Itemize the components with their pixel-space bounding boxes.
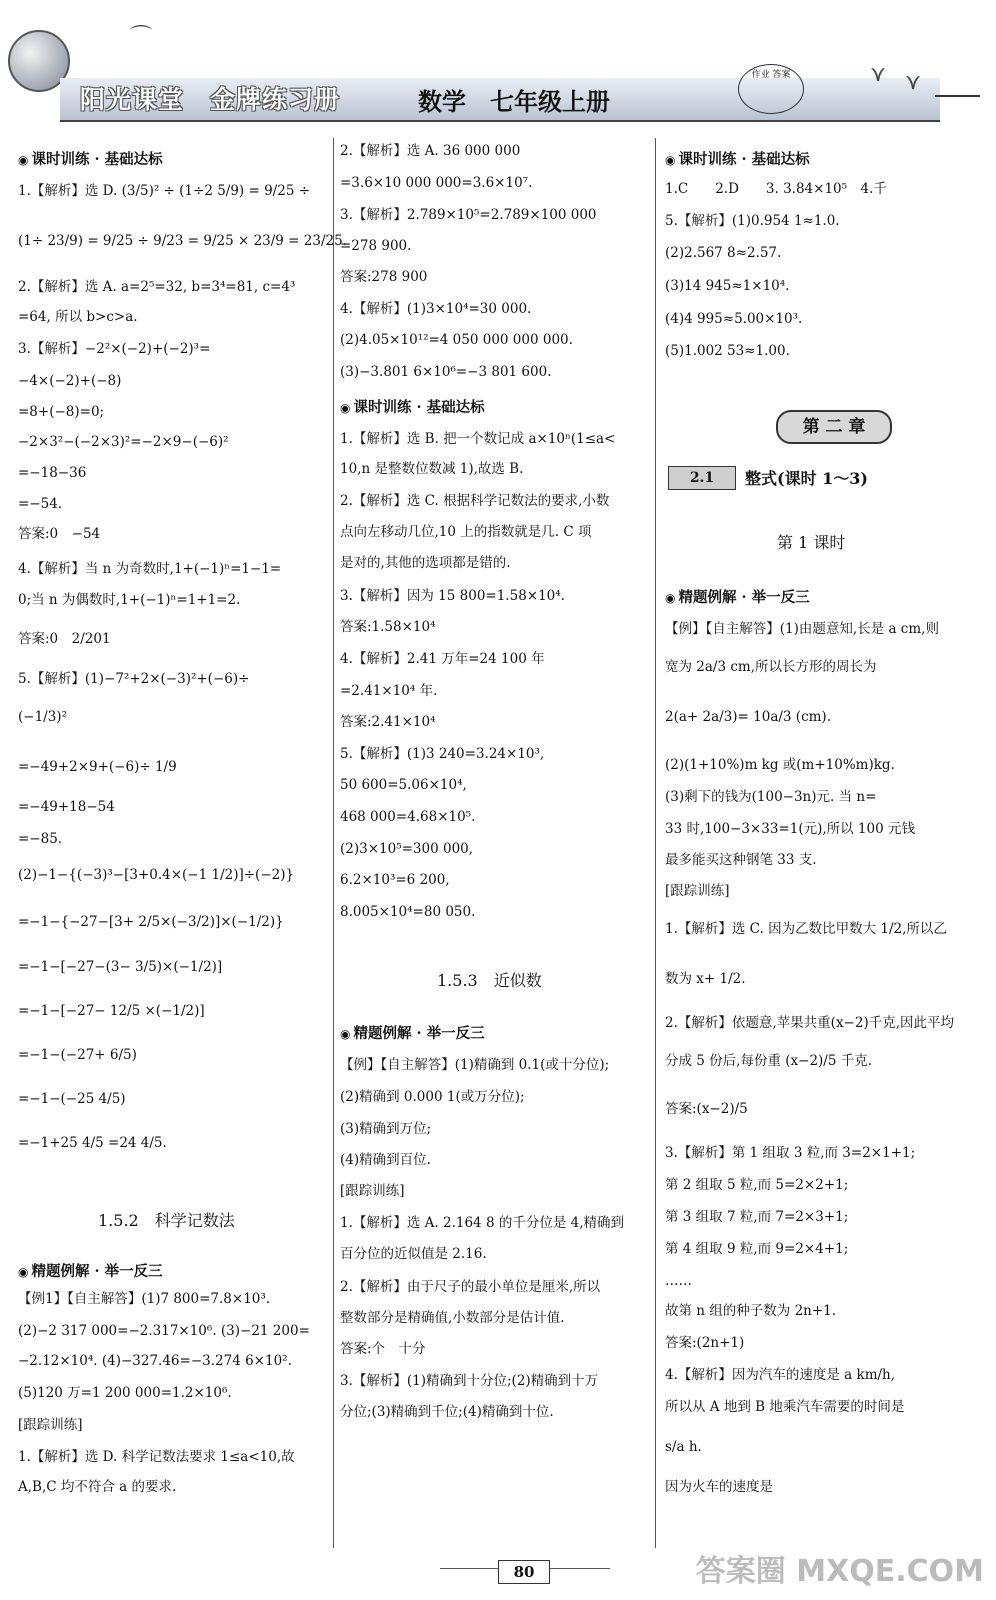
text-line: 4.【解析】(1)3×10⁴=30 000. [340,301,532,317]
chapter-badge: 第 二 章 [776,410,892,444]
text-line: 468 000=4.68×10⁵. [340,809,476,825]
text-line: 分位;(3)精确到千位;(4)精确到十位. [340,1404,554,1420]
text-line: =−49+2×9+(−6)÷ 1/9 [18,759,177,775]
text-line: 点向左移动几位,10 上的指数就是几. C 项 [340,524,592,540]
text-line: (1÷ 23/9) = 9/25 ÷ 9/23 = 9/25 × 23/9 = 23/25. [18,233,347,249]
text-line: (2)2.567 8≈2.57. [665,245,782,261]
subsection-title: 第 1 课时 [777,533,846,552]
bird-icon: ⋎ [905,70,922,95]
text-line: −2.12×10⁴. (4)−327.46=−3.274 6×10². [18,1353,292,1369]
text-line: 3.【解析】因为 15 800=1.58×10⁴. [340,588,565,604]
text-line: 2(a+ 2a/3)= 10a/3 (cm). [665,709,831,725]
text-line: 2.【解析】选 C. 根据科学记数法的要求,小数 [340,493,610,509]
section-heading: ◉ 课时训练 · 基础达标 [340,396,485,417]
text-line: (5)1.002 53≈1.00. [665,343,790,359]
text-line: 3.【解析】2.789×10⁵=2.789×100 000 [340,207,597,223]
text-line: 【例1】【自主解答】(1)7 800=7.8×10³. [18,1291,271,1307]
text-line: 2.【解析】选 A. a=2⁵=32, b=3⁴=81, c=4³ [18,279,296,295]
text-line: 50 600=5.06×10⁴, [340,777,467,793]
text-line: 2.【解析】依题意,苹果共重(x−2)千克,因此平均 [665,1015,955,1031]
text-line: 分成 5 份后,每份重 (x−2)/5 千克. [665,1053,873,1069]
text-line: (−1/3)² [18,709,67,725]
text-line: =−54. [18,496,63,512]
text-line: 8.005×10⁴=80 050. [340,904,476,920]
section-heading: ◉ 精题例解 · 举一反三 [665,586,810,607]
text-line: A,B,C 均不符合 a 的要求. [18,1479,177,1495]
text-line: =−49+18−54 [18,799,115,815]
text-line: 答案:1.58×10⁴ [340,619,436,635]
subsection-title: 1.5.2 科学记数法 [98,1211,235,1230]
text-line: 答案:个 十分 [340,1341,426,1357]
text-line: 1.【解析】选 C. 因为乙数比甲数大 1/2,所以乙 [665,921,947,937]
text-line: [跟踪训练] [665,883,730,899]
bird-icon: ⌒ [130,25,153,50]
column-divider [333,138,334,1548]
section-heading: ◉ 精题例解 · 举一反三 [340,1022,485,1043]
text-line: 答案:(2n+1) [665,1335,745,1351]
text-line: (2)精确到 0.000 1(或万分位); [340,1089,525,1105]
text-line: =64, 所以 b>c>a. [18,309,138,325]
text-line: =−18−36 [18,465,87,481]
text-line: (3)14 945≈1×10⁴. [665,278,790,294]
page-number: 80 [498,1560,550,1584]
text-line: =3.6×10 000 000=3.6×10⁷. [340,175,533,191]
text-line: 整数部分是精确值,小数部分是估计值. [340,1310,565,1326]
text-line: (3)精确到万位; [340,1121,432,1137]
text-line: =−1−[−27−(3− 3/5)×(−1/2)] [18,959,223,975]
text-line: 2.【解析】由于尺子的最小单位是厘米,所以 [340,1279,601,1295]
text-line: 宽为 2a/3 cm,所以长方形的周长为 [665,659,877,675]
text-line: 数为 x+ 1/2. [665,971,746,987]
text-line: 1.【解析】选 D. 科学记数法要求 1≤a<10,故 [18,1449,295,1465]
text-line: (2)4.05×10¹²=4 050 000 000 000. [340,332,573,348]
text-line: 3.【解析】第 1 组取 3 粒,而 3=2×1+1; [665,1145,916,1161]
text-line: −2×3²−(−2×3)²=−2×9−(−6)² [18,434,229,450]
text-line: 4.【解析】2.41 万年=24 100 年 [340,651,545,667]
subject-title: 数学 七年级上册 [418,87,610,116]
text-line: 是对的,其他的选项都是错的. [340,555,511,571]
section-heading: ◉ 课时训练 · 基础达标 [18,148,163,169]
header-rule [935,95,980,97]
text-line: (2)−2 317 000=−2.317×10⁶. (3)−21 200= [18,1323,310,1339]
lesson-number: 2.1 [668,466,736,490]
text-line: 4.【解析】因为汽车的速度是 a km/h, [665,1367,896,1383]
text-line: =−1−[−27− 12/5 ×(−1/2)] [18,1003,205,1019]
text-line: 5.【解析】(1)3 240=3.24×10³, [340,746,545,762]
text-line: =8+(−8)=0; [18,404,105,420]
text-line: (4)精确到百位. [340,1152,431,1168]
text-line: =2.41×10⁴ 年. [340,683,438,699]
text-line: (2)−1−{(−3)³−[3+0.4×(−1 1/2)]÷(−2)} [18,867,295,883]
text-line: 答案:(x−2)/5 [665,1101,748,1117]
text-line: 【例】【自主解答】(1)精确到 0.1(或十分位); [340,1057,610,1073]
text-line: 第 4 组取 9 粒,而 9=2×4+1; [665,1241,849,1257]
text-line: 【例】【自主解答】(1)由题意知,长是 a cm,则 [665,621,939,637]
section-heading: ◉ 精题例解 · 举一反三 [18,1260,163,1281]
text-line: 第 2 组取 5 粒,而 5=2×2+1; [665,1177,849,1193]
text-line: 6.2×10³=6 200, [340,872,450,888]
text-line: 答案:0 2/201 [18,631,111,647]
watermark: 答案圈 MXQE.COM [695,1554,984,1589]
text-line: 答案:2.41×10⁴ [340,714,436,730]
text-line: 最多能买这种钢笔 33 支. [665,852,817,868]
text-line: 4.【解析】当 n 为奇数时,1+(−1)ⁿ=1−1= [18,561,282,577]
text-line: 所以从 A 地到 B 地乘汽车需要的时间是 [665,1399,905,1415]
text-line: 1.【解析】选 D. (3/5)² ÷ (1÷2 5/9) = 9/25 ÷ [18,183,311,199]
text-line: 3.【解析】(1)精确到十分位;(2)精确到十万 [340,1373,599,1389]
subsection-title: 1.5.3 近似数 [437,971,542,990]
text-line: (5)120 万=1 200 000=1.2×10⁶. [18,1385,232,1401]
text-line: 5.【解析】(1)−7²+2×(−3)²+(−6)÷ [18,671,250,687]
text-line: 1.【解析】选 B. 把一个数记成 a×10ⁿ(1≤a< [340,431,616,447]
text-line: [跟踪训练] [340,1183,405,1199]
text-line: 5.【解析】(1)0.954 1≈1.0. [665,213,840,229]
text-line: 因为火车的速度是 [665,1479,773,1495]
lesson-title: 整式(课时 1～3) [745,469,868,488]
text-line: [跟踪训练] [18,1417,83,1433]
column-divider [655,138,656,1548]
section-heading: ◉ 课时训练 · 基础达标 [665,148,810,169]
text-line: (3)剩下的钱为(100−3n)元. 当 n= [665,789,877,805]
text-line: s/a h. [665,1439,702,1455]
stamp-image: 作业 答案 [738,64,804,114]
text-line: =−1−(−25 4/5) [18,1091,126,1107]
text-line: =−85. [18,831,63,847]
text-line: 第 3 组取 7 粒,而 7=2×3+1; [665,1209,849,1225]
series-title: 阳光课堂 金牌练习册 [80,85,341,114]
text-line: =−1−{−27−[3+ 2/5×(−3/2)]×(−1/2)} [18,914,284,930]
text-line: 1.【解析】选 A. 2.164 8 的千分位是 4,精确到 [340,1215,624,1231]
text-line: =278 900. [340,238,412,254]
text-line: 故第 n 组的种子数为 2n+1. [665,1303,837,1319]
text-line: (3)−3.801 6×10⁶=−3 801 600. [340,364,552,380]
text-line: 百分位的近似值是 2.16. [340,1246,487,1262]
bird-icon: ⋎ [870,62,887,87]
text-line: 答案:0 −54 [18,526,101,542]
text-line: 33 时,100−3×33=1(元),所以 100 元钱 [665,821,915,837]
text-line: 答案:278 900 [340,269,428,285]
text-line: 1.C 2.D 3. 3.84×10⁵ 4.千 [665,181,887,197]
text-line: 3.【解析】−2²×(−2)+(−2)³= [18,341,211,357]
text-line: 2.【解析】选 A. 36 000 000 [340,143,521,159]
text-line: −4×(−2)+(−8) [18,373,122,389]
text-line: 10,n 是整数位数减 1),故选 B. [340,461,524,477]
text-line: (4)4 995≈5.00×10³. [665,311,803,327]
text-line: (2)(1+10%)m kg 或(m+10%m)kg. [665,757,895,773]
text-line: …… [665,1273,692,1289]
page-header [0,0,996,128]
text-line: =−1−(−27+ 6/5) [18,1047,137,1063]
text-line: 0;当 n 为偶数时,1+(−1)ⁿ=1+1=2. [18,592,241,608]
text-line: =−1+25 4/5 =24 4/5. [18,1135,167,1151]
text-line: (2)3×10⁵=300 000, [340,841,474,857]
